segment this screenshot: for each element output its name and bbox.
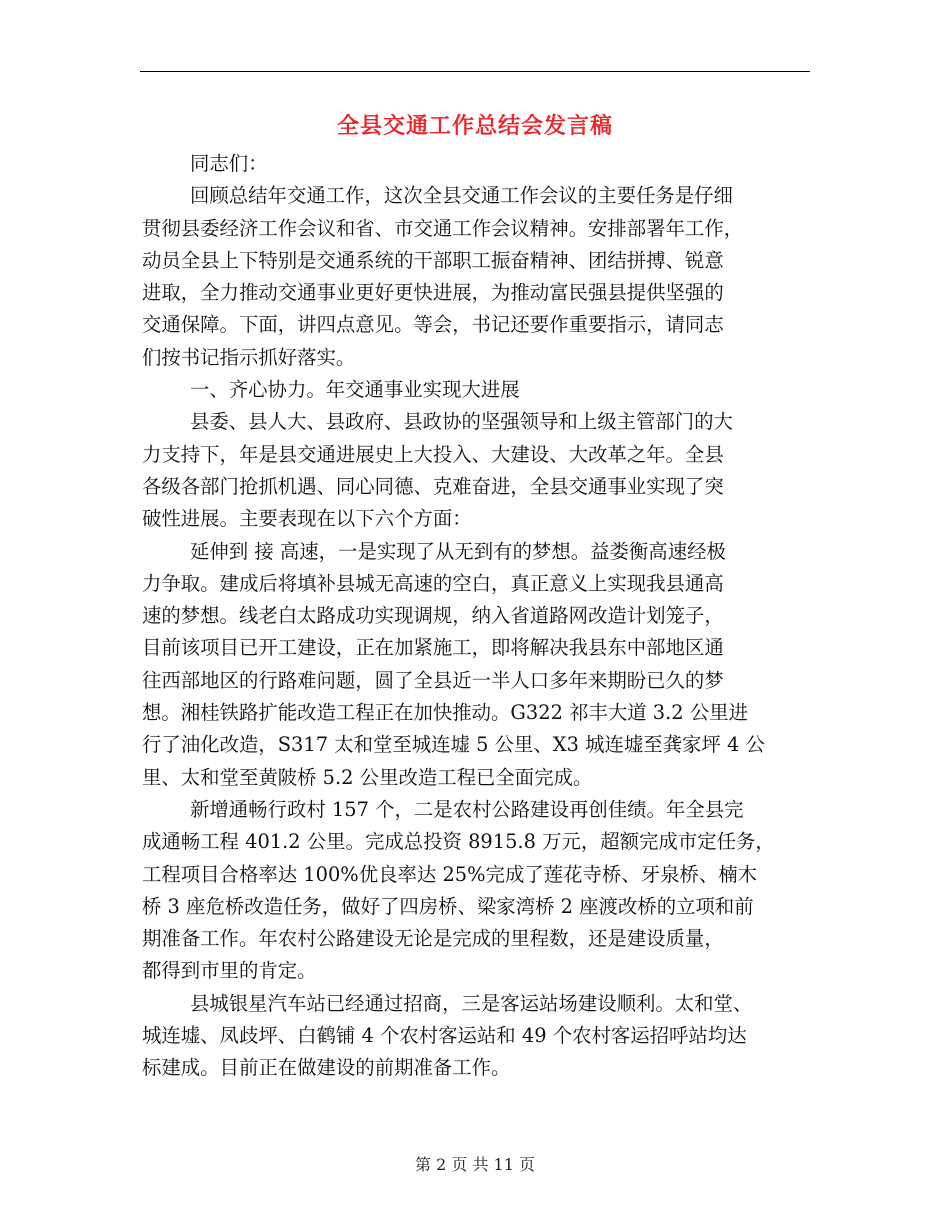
paragraph-line: 速的梦想。线老白太路成功实现调规，纳入省道路网改造计划笼子， [142, 604, 724, 628]
paragraph-line: 期准备工作。年农村公路建设无论是完成的里程数，还是建设质量， [142, 927, 724, 951]
paragraph-line: 力争取。建成后将填补县城无高速的空白，真正意义上实现我县通高 [142, 571, 724, 595]
paragraph-line: 破性进展。主要表现在以下六个方面： [142, 507, 472, 531]
paragraph-line: 回顾总结年交通工作，这次全县交通工作会议的主要任务是仔细 [190, 184, 733, 208]
paragraph-line: 交通保障。下面，讲四点意见。等会，书记还要作重要指示，请同志 [142, 313, 724, 337]
paragraph-line: 往西部地区的行路难问题，圆了全县近一半人口多年来期盼已久的梦 [142, 668, 724, 692]
paragraph-line: 力支持下，年是县交通进展史上大投入、大建设、大改革之年。全县 [142, 442, 724, 466]
paragraph-line: 城连墟、凤歧坪、白鹤铺 4 个农村客运站和 49 个农村客运招呼站均达 [142, 1024, 747, 1048]
paragraph-line: 行了油化改造，S317 太和堂至城连墟 5 公里、X3 城连墟至龚家坪 4 公 [142, 733, 765, 757]
paragraph-line: 各级各部门抢抓机遇、同心同德、克难奋进，全县交通事业实现了突 [142, 474, 724, 498]
paragraph-line: 想。湘桂铁路扩能改造工程正在加快推动。G322 祁丰大道 3.2 公里进 [142, 701, 748, 725]
paragraph-line: 里、太和堂至黄陂桥 5.2 公里改造工程已全面完成。 [142, 765, 593, 789]
paragraph-line: 新增通畅行政村 157 个，二是农村公路建设再创佳绩。年全县完 [190, 797, 744, 821]
paragraph-line: 都得到市里的肯定。 [142, 959, 317, 983]
paragraph-line: 贯彻县委经济工作会议和省、市交通工作会议精神。安排部署年工作， [142, 216, 744, 240]
paragraph-line: 延伸到 接 高速，一是实现了从无到有的梦想。益娄衡高速经极 [190, 539, 726, 563]
document-body [142, 148, 810, 1085]
paragraph-line: 们按书记指示抓好落实。 [142, 345, 356, 369]
paragraph-line: 成通畅工程 401.2 公里。完成总投资 8915.8 万元，超额完成市定任务， [142, 830, 775, 854]
paragraph-line: 动员全县上下特别是交通系统的干部职工振奋精神、团结拼搏、锐意 [142, 248, 724, 272]
paragraph-line: 标建成。目前正在做建设的前期准备工作。 [142, 1056, 511, 1080]
paragraph-line: 进取，全力推动交通事业更好更快进展，为推动富民强县提供坚强的 [142, 281, 724, 305]
paragraph-line: 县委、县人大、县政府、县政协的坚强领导和上级主管部门的大 [190, 410, 733, 434]
document-title: 全县交通工作总结会发言稿 [336, 113, 613, 139]
paragraph-line: 目前该项目已开工建设，正在加紧施工，即将解决我县东中部地区通 [142, 636, 724, 660]
paragraph-line: 桥 3 座危桥改造任务，做好了四房桥、梁家湾桥 2 座渡改桥的立项和前 [142, 894, 754, 918]
section-heading: 一、齐心协力。年交通事业实现大进展 [190, 378, 520, 402]
paragraph-line: 工程项目合格率达 100%优良率达 25%完成了莲花寺桥、牙泉桥、楠木 [142, 862, 758, 886]
salutation: 同志们： [190, 152, 268, 175]
paragraph-line: 县城银星汽车站已经通过招商，三是客运站场建设顺利。太和堂、 [190, 991, 753, 1015]
header-rule [140, 71, 810, 72]
page-number-footer: 第 2 页 共 11 页 [415, 1155, 535, 1174]
